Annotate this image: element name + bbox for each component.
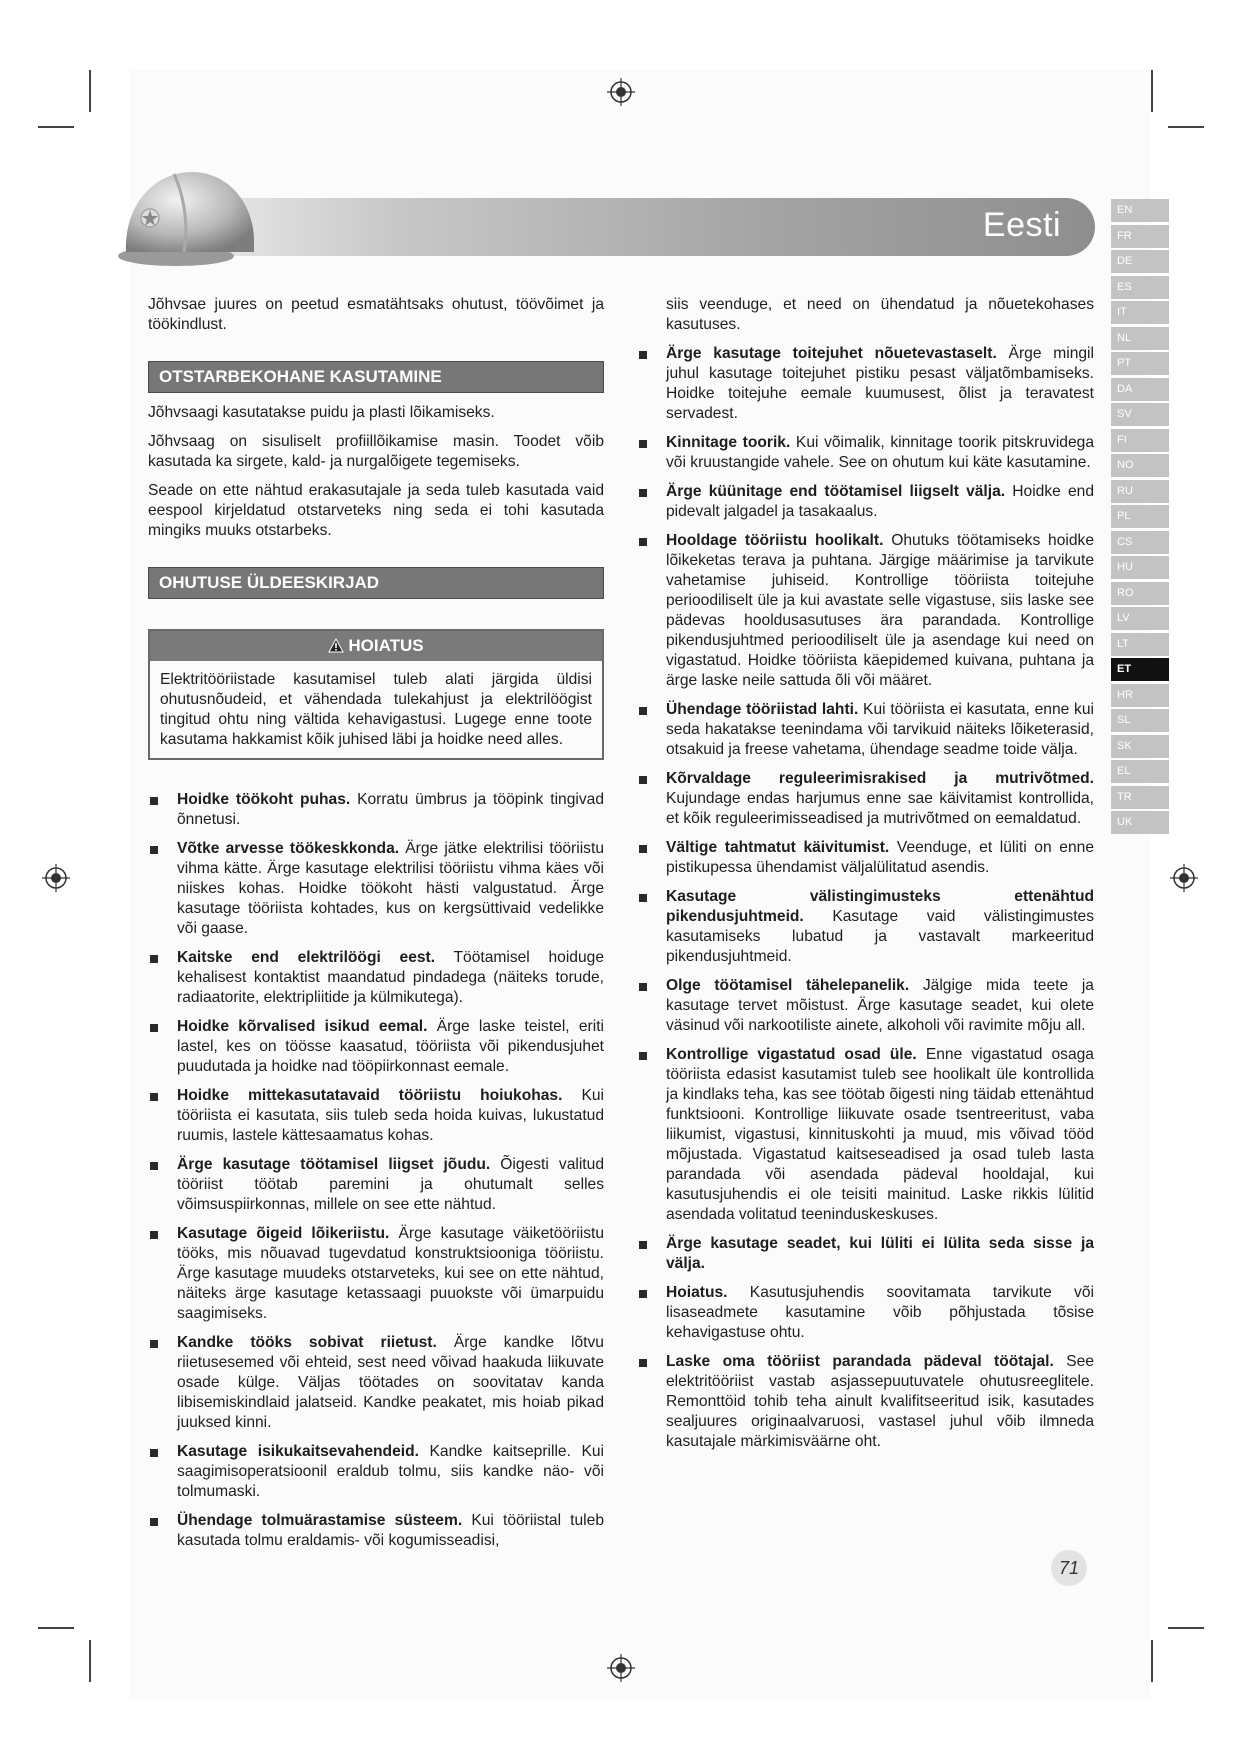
language-tab-sv[interactable]: SV bbox=[1111, 403, 1169, 426]
list-item: Olge töötamisel tähelepanelik. Jälgige mida teete ja kasutage tervet mõistust. Ärge kasutage seadet, kui olete väsinud või narkootiliste ainete, alkoholi või ravimite mõju all. bbox=[637, 976, 1094, 1036]
warning-header bbox=[150, 631, 602, 661]
bullet-icon bbox=[150, 797, 158, 805]
bullet-icon bbox=[639, 894, 647, 902]
language-tab-sl[interactable]: SL bbox=[1111, 709, 1169, 732]
language-tab-no[interactable]: NO bbox=[1111, 454, 1169, 477]
language-tab-sk[interactable]: SK bbox=[1111, 735, 1169, 758]
list-item: Hoiatus. Kasutusjuhendis soovitamata tarvikute või lisaseadmete kasutamine võib põhjustada tõsise kehavigastuse ohtu. bbox=[637, 1283, 1094, 1343]
paragraph: Seade on ette nähtud erakasutajale ja seda tuleb kasutada vaid eespool kirjeldatud otstarveteks ning seda ei tohi kasutada mingiks muuks otstarbeks. bbox=[148, 482, 604, 539]
list-item: Kasutage õigeid lõikeriistu. Ärge kasutage väiketööriistu tööks, mis nõuavad tugevdatud konstruktsiooniga tööriistu. Ärge kasutage muudeks otstarveteks, kui see on ette nähtud, näiteks ärge kasutage ketassaagi puuokste või ümarpuidu saagimiseks. bbox=[148, 1224, 604, 1324]
paragraph: Jõhvsaagi kasutatakse puidu ja plasti lõikamiseks. bbox=[148, 404, 495, 421]
list-item: Hoidke mittekasutatavaid tööriistu hoiukohas. Kui tööriista ei kasutata, siis tuleb seda hoida kuivas, lukustatud ruumis, lastele kättesaamatus kohas. bbox=[148, 1086, 604, 1146]
bullet-icon bbox=[639, 440, 647, 448]
language-tab-de[interactable]: DE bbox=[1111, 250, 1169, 273]
warning-box bbox=[148, 629, 604, 760]
bullet-icon bbox=[150, 846, 158, 854]
list-item: Kasutage isikukaitsevahendeid. Kandke kaitseprille. Kui saagimisoperatsioonil eraldub tolmu, siis kandke näo- või tolmumaski. bbox=[148, 1442, 604, 1502]
registration-mark-icon bbox=[40, 862, 72, 894]
language-tab-hu[interactable]: HU bbox=[1111, 556, 1169, 579]
safety-list-right bbox=[637, 344, 1094, 1452]
language-tab-lt[interactable]: LT bbox=[1111, 633, 1169, 656]
crop-mark bbox=[38, 1627, 74, 1629]
list-item: Ühendage tööriistad lahti. Kui tööriista ei kasutata, enne kui seda hakatakse teenindama või tarvikuid näiteks lõiketerasid, otsakuid ja freese vahetama, ühendage seadme toide välja. bbox=[637, 700, 1094, 760]
bullet-icon bbox=[639, 983, 647, 991]
language-tab-nl[interactable]: NL bbox=[1111, 327, 1169, 350]
language-tab-lv[interactable]: LV bbox=[1111, 607, 1169, 630]
list-item: Laske oma tööriist parandada pädeval töötajal. See elektritööriist vastab asjassepuutuvatele ohutusreeglitele. Remonttöid tohib teha ainult kvalifitseeritud isik, kasutades sealjuures originaalvaruosi, vastasel juhul võib ilmneda kasutajale märkimisväärne oht. bbox=[637, 1352, 1094, 1452]
crop-mark bbox=[1151, 70, 1153, 112]
bullet-icon bbox=[639, 489, 647, 497]
bullet-icon bbox=[150, 955, 158, 963]
language-tab-cs[interactable]: CS bbox=[1111, 531, 1169, 554]
bullet-icon bbox=[150, 1449, 158, 1457]
list-item: Ärge kasutage toitejuhet nõuetevastaselt. Ärge mingil juhul kasutage toitejuhet pistiku pesast väljatõmbamiseks. Hoidke toitejuhe eemale kuumusest, õlist ja teravatest servadest. bbox=[637, 344, 1094, 424]
list-item: Ärge küünitage end töötamisel liigselt välja. Hoidke end pidevalt jalgadel ja tasakaalus. bbox=[637, 482, 1094, 522]
crop-mark bbox=[89, 70, 91, 112]
bullet-icon bbox=[150, 1340, 158, 1348]
list-item: Kontrollige vigastatud osad üle. Enne vigastatud osaga tööriista edasist kasutamist tuleb see hoolikalt üle kontrollida ja kindlaks teha, kas see töötab õigesti ning täidab ettenähtud funktsiooni. Kontrollige liikuvate osade tsentreeritust, vaba liikumist, vigastusi, kinnituskohti ja muud, mis võivad tööd mõjustada. Vigastatud kaitseseadised ja osad tuleb lasta parandada või asendada pädeval hooldajal, kui kasutusjuhendis ei ole teisiti mainitud. Laske rikkis lülitid asendada volitatud teeninduskeskuses. bbox=[637, 1045, 1094, 1225]
warning-triangle-icon bbox=[328, 638, 344, 653]
language-tabs bbox=[1111, 199, 1169, 837]
language-tab-fr[interactable]: FR bbox=[1111, 225, 1169, 248]
language-tab-uk[interactable]: UK bbox=[1111, 811, 1169, 834]
left-column bbox=[148, 295, 604, 1560]
section-heading-intended-use: OTSTARBEKOHANE KASUTAMINE bbox=[148, 361, 604, 393]
list-item: Kõrvaldage reguleerimisrakised ja mutrivõtmed. Kujundage endas harjumus enne sae käivitamist kontrollida, et kõik reguleerimisseadised ja mutrivõtmed on eemaldatud. bbox=[637, 769, 1094, 829]
language-tab-it[interactable]: IT bbox=[1111, 301, 1169, 324]
bullet-icon bbox=[150, 1024, 158, 1032]
list-item: Kinnitage toorik. Kui võimalik, kinnitage toorik pitskruvidega või kruustangide vahele. See on ohutum kui käte kasutamine. bbox=[637, 433, 1094, 473]
page-title: Eesti bbox=[982, 206, 1061, 244]
language-tab-da[interactable]: DA bbox=[1111, 378, 1169, 401]
language-tab-el[interactable]: EL bbox=[1111, 760, 1169, 783]
list-item: Kasutage välistingimusteks ettenähtud pikendusjuhtmeid. Kasutage vaid välistingimustes kasutamiseks lubatud ja vastavalt markeeritud pikendusjuhtmeid. bbox=[637, 887, 1094, 967]
warning-title: HOIATUS bbox=[348, 636, 424, 655]
crop-mark bbox=[1168, 1627, 1204, 1629]
language-tab-hr[interactable]: HR bbox=[1111, 684, 1169, 707]
right-column bbox=[637, 295, 1094, 1461]
language-tab-pt[interactable]: PT bbox=[1111, 352, 1169, 375]
bullet-icon bbox=[639, 1241, 647, 1249]
warning-text: Elektritööriistade kasutamisel tuleb alati järgida üldisi ohutusnõudeid, et vähendada tulekahjust ja elektrilöögist tingitud ohtu ning vältida kehavigastusi. Lugege enne toote kasutama hakkamist kõik juhised läbi ja hoidke need alles. bbox=[160, 671, 592, 748]
crop-mark bbox=[38, 126, 74, 128]
page-number: 71 bbox=[1051, 1550, 1087, 1586]
bullet-icon bbox=[639, 351, 647, 359]
bullet-icon bbox=[639, 707, 647, 715]
language-tab-fi[interactable]: FI bbox=[1111, 429, 1169, 452]
bullet-icon bbox=[150, 1231, 158, 1239]
bullet-icon bbox=[639, 1052, 647, 1060]
bullet-icon bbox=[639, 1290, 647, 1298]
language-tab-es[interactable]: ES bbox=[1111, 276, 1169, 299]
intro-text: Jõhvsae juures on peetud esmatähtsaks ohutust, töövõimet ja töökindlust. bbox=[148, 296, 604, 333]
list-item: Hoidke kõrvalised isikud eemal. Ärge laske teistel, eriti lastel, kes on töösse kaasatud, tööriista või pikendusjuhet puudutada ja hoidke nad tööpiirkonnast eemale. bbox=[148, 1017, 604, 1077]
list-item: Hooldage tööriistu hoolikalt. Ohutuks töötamiseks hoidke lõikeketas terava ja puhtana. Järgige määrimise ja tarvikute vahetamise juhiseid. Kontrollige tööriista toitejuhe perioodiliselt üle ja kui avastate selle vigastuse, siis laske see pädevas hooldusasutuses ära parandada. Kontrollige pikendusjuhtmed perioodiliselt üle ja asendage kui need on vigastatud. Hoidke tööriista käepidemed kuivana, puhtana ja ärge laske neile sattuda õli või määret. bbox=[637, 531, 1094, 691]
list-item: Hoidke töökoht puhas. Korratu ümbrus ja tööpink tingivad õnnetusi. bbox=[148, 790, 604, 830]
hard-hat-icon bbox=[114, 160, 264, 270]
list-item: Võtke arvesse töökeskkonda. Ärge jätke elektrilisi tööriistu vihma kätte. Ärge kasutage elektrilisi tööriistu vihma käes või niiskes kohas. Hoidke töökoht hästi valgustatud. Ärge kasutage tööriista kohtades, kus on kergsüttivaid vedelikke või gaase. bbox=[148, 839, 604, 939]
list-item: Ärge kasutage seadet, kui lüliti ei lülita seda sisse ja välja. bbox=[637, 1234, 1094, 1274]
bullet-icon bbox=[639, 845, 647, 853]
registration-mark-icon bbox=[1168, 862, 1200, 894]
header-banner bbox=[160, 198, 1095, 256]
registration-mark-icon bbox=[605, 76, 637, 108]
bullet-icon bbox=[150, 1093, 158, 1101]
registration-mark-icon bbox=[605, 1652, 637, 1684]
bullet-icon bbox=[150, 1162, 158, 1170]
crop-mark bbox=[1151, 1640, 1153, 1682]
list-item: Ühendage tolmuärastamise süsteem. Kui tööriistal tuleb kasutada tolmu eraldamis- või kogumisseadisi, bbox=[148, 1511, 604, 1551]
section-heading-safety: OHUTUSE ÜLDEESKIRJAD bbox=[148, 567, 604, 599]
list-item: Kandke tööks sobivat riietust. Ärge kandke lõtvu riietusesemed või ehteid, sest need võivad haakuda liikuvate osade külge. Väljas töötades on soovitatav kanda libisemiskindlaid jalatseid. Kandke peakatet, mis hoiab pikad juuksed kinni. bbox=[148, 1333, 604, 1433]
language-tab-ro[interactable]: RO bbox=[1111, 582, 1169, 605]
bullet-icon bbox=[639, 538, 647, 546]
safety-list-left bbox=[148, 790, 604, 1551]
paragraph: Jõhvsaag on sisuliselt profiillõikamise masin. Toodet võib kasutada ka sirgete, kald- ja nurgalõigete tegemiseks. bbox=[148, 433, 604, 470]
crop-mark bbox=[89, 1640, 91, 1682]
continued-text: siis veenduge, et need on ühendatud ja nõuetekohases kasutuses. bbox=[666, 296, 1094, 333]
language-tab-pl[interactable]: PL bbox=[1111, 505, 1169, 528]
bullet-icon bbox=[639, 776, 647, 784]
bullet-icon bbox=[150, 1518, 158, 1526]
language-tab-en[interactable]: EN bbox=[1111, 199, 1169, 222]
list-item: Vältige tahtmatut käivitumist. Veenduge, et lüliti on enne pistikupessa ühendamist väljalülitatud asendis. bbox=[637, 838, 1094, 878]
bullet-icon bbox=[639, 1359, 647, 1367]
language-tab-ru[interactable]: RU bbox=[1111, 480, 1169, 503]
crop-mark bbox=[1168, 126, 1204, 128]
list-item: Ärge kasutage töötamisel liigset jõudu. Õigesti valitud tööriist töötab paremini ja ohutumalt selles võimsuspiirkonnas, millele on see ette nähtud. bbox=[148, 1155, 604, 1215]
list-item: Kaitske end elektrilöögi eest. Töötamisel hoiduge kehalisest kontaktist maandatud pindadega (näiteks torude, radiaatorite, elektripliitide ja külmikutega). bbox=[148, 948, 604, 1008]
language-tab-tr[interactable]: TR bbox=[1111, 786, 1169, 809]
language-tab-et[interactable]: ET bbox=[1111, 658, 1169, 681]
